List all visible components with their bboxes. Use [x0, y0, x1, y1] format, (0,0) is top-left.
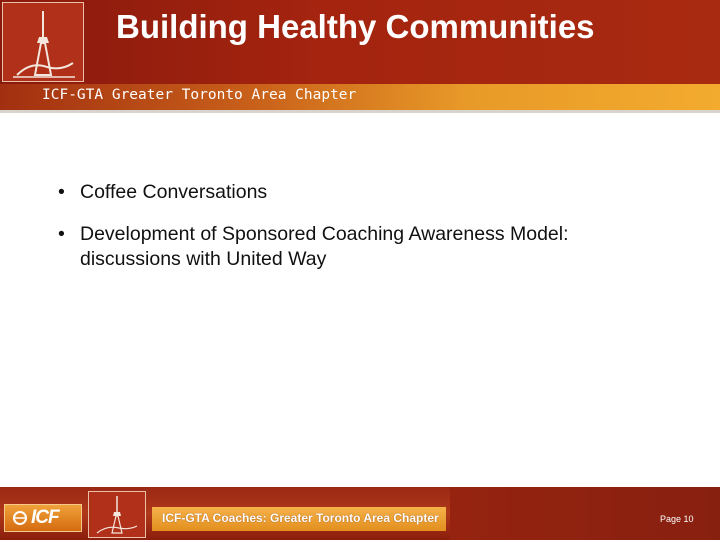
bullet-text: Coffee Conversations [80, 181, 268, 203]
slide-title: Building Healthy Communities [116, 8, 595, 45]
bullet-text-line-2: discussions with United Way [80, 248, 327, 270]
chapter-label: ICF-GTA Coaches: Greater Toronto Area Chapter [162, 511, 439, 525]
bullet-item-coffee [58, 180, 698, 205]
chapter-label-box [152, 507, 446, 531]
divider [0, 110, 720, 113]
cn-tower-logo-icon [2, 2, 84, 82]
footer-cn-tower-icon [88, 491, 146, 538]
bullet-glyph: • [58, 181, 65, 203]
icf-logo-text: ICF [31, 507, 59, 528]
icf-logo [4, 504, 82, 532]
bullet-text-line-1: Development of Sponsored Coaching Awareness Model: [80, 223, 569, 245]
icf-mark-icon [11, 510, 29, 526]
slide-header [0, 0, 720, 84]
page-number: Page 10 [660, 514, 694, 524]
bullet-glyph: • [58, 223, 65, 245]
chapter-subtitle: ICF-GTA Greater Toronto Area Chapter [42, 87, 357, 103]
bullet-item-development [58, 222, 698, 272]
bullet-list [58, 180, 698, 289]
subtitle-bar [0, 84, 720, 110]
